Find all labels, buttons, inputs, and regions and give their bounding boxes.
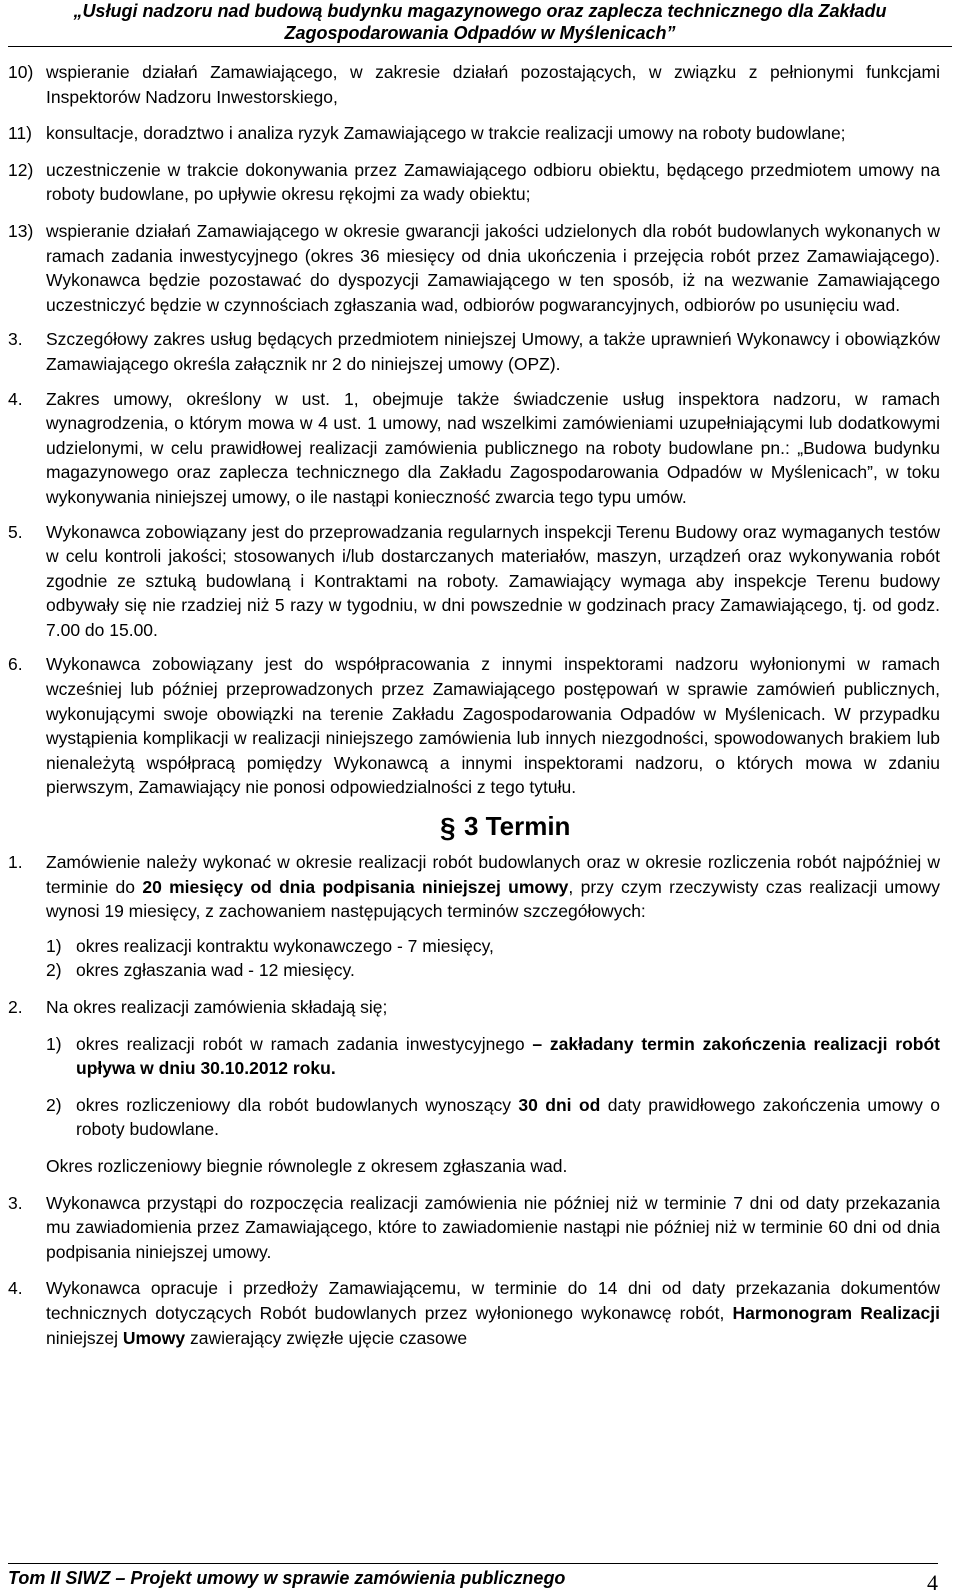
list-item-number: 10)	[8, 62, 34, 82]
header-divider	[8, 46, 952, 47]
numbered-paragraph	[0, 520, 960, 643]
paragraph-text: Wykonawca opracuje i przedłoży Zamawiającemu, w terminie do 14 dni od daty przekazania dokumentów technicznych dotyczących Robót budowlanych przez wyłonionego wykonawcę robót,	[46, 1278, 940, 1323]
paragraph-emphasis: 20 miesięcy od dnia podpisania niniejszej umowy	[142, 876, 569, 897]
page-number: 4	[927, 1570, 938, 1595]
list-item-text: wspieranie działań Zamawiającego w okresie gwarancji jakości udzielonych dla robót budowlanych wykonanych w ramach zadania inwestycyjnego (okres 36 miesięcy od dnia ukończenia i przejęcia robót przez Zamawiającego). Wykonawca będzie pozostawać do dyspozycji Zamawiającego w ten sposób, iż na wezwanie Zamawiającego uczestniczyć będzie w czynnościach zgłaszania wad, odbiorów pogwarancyjnych, odbiorów po usunięciu wad.	[46, 220, 940, 315]
document-footer	[8, 1563, 938, 1594]
list-item-text: okres zgłaszania wad - 12 miesięcy.	[76, 960, 355, 981]
list-item-text: uczestniczenie w trakcie dokonywania przez Zamawiającego odbioru obiektu, będącego przedmiotem umowy na roboty budowlane, po upływie okresu rękojmi za wady obiektu;	[46, 159, 940, 205]
list-item-text: wspieranie działań Zamawiającego, w zakresie działań pozostających, w związku z pełnionymi funkcjami Inspektorów Nadzoru Inwestorskiego,	[46, 62, 940, 107]
list-item	[0, 934, 960, 959]
document-body	[0, 60, 960, 1350]
list-item	[0, 1093, 960, 1142]
paragraph-number: 6.	[8, 654, 23, 675]
numbered-paragraph	[0, 995, 960, 1020]
paragraph-number: 4.	[8, 388, 23, 409]
paragraph-number: 3.	[8, 329, 23, 350]
list-item	[0, 121, 960, 146]
numbered-paragraph	[0, 1276, 960, 1350]
list-item-text: daty prawidłowego zakończenia umowy o roboty budowlane.	[76, 1094, 941, 1140]
list-item	[0, 958, 960, 983]
paragraph-text: Na okres realizacji zamówienia składają się;	[46, 997, 388, 1017]
list-item-emphasis: – zakładany termin zakończenia realizacji robót upływa w dniu 30.10.2012 roku.	[76, 1033, 940, 1079]
numbered-paragraph	[0, 387, 960, 510]
footer-title: Tom II SIWZ – Projekt umowy w sprawie zamówienia publicznego	[8, 1568, 566, 1588]
numbered-paragraph	[0, 652, 960, 800]
list-item-text: okres rozliczeniowy dla robót budowlanych wynoszący	[76, 1094, 519, 1115]
list-item-number: 1)	[46, 935, 62, 956]
paragraph-number: 1.	[8, 852, 23, 873]
paragraph-number: 3.	[8, 1192, 23, 1213]
section-sign-icon	[440, 812, 456, 842]
list-item	[0, 1032, 960, 1081]
numbered-paragraph	[0, 1191, 960, 1265]
list-item-text: okres realizacji kontraktu wykonawczego - 7 miesięcy,	[76, 935, 494, 956]
list-item-number: 1)	[46, 1033, 62, 1054]
numbered-paragraph	[0, 850, 960, 924]
paragraph-text: Wykonawca przystąpi do rozpoczęcia realizacji zamówienia nie później niż w terminie 7 dni od daty przekazania mu zawiadomienia przez Zamawiającego, które to zawiadomienie nastąpi nie później niż w terminie 60 dni od dnia podpisania niniejszej umowy.	[46, 1192, 940, 1262]
header-line-1: „Usługi nadzoru nad budową budynku magazynowego oraz zaplecza technicznego dla Zakładu	[73, 1, 887, 21]
paragraph-emphasis: Harmonogram Realizacji	[732, 1302, 940, 1323]
paragraph-number: 4.	[8, 1278, 23, 1299]
paragraph-text: Szczegółowy zakres usług będących przedmiotem niniejszej Umowy, a także uprawnień Wykonawcy i obowiązków Zamawiającego określa załącznik nr 2 do niniejszej umowy (OPZ).	[46, 329, 940, 374]
paragraph-text: Wykonawca zobowiązany jest do przeprowadzania regularnych inspekcji Terenu Budowy oraz wymaganych testów w celu kontroli jakości; stosowanych i/lub dostarczanych materiałów, maszyn, urządzeń oraz wykonywania robót zgodnie ze sztuką budowlaną i Kontraktami na roboty. Zamawiający wymaga aby inspekcje Terenu budowy odbywały się nie rzadziej niż 5 razy w tygodniu, w dni powszednie w godzinach pracy Zamawiającego, tj. od godz. 7.00 do 15.00.	[46, 521, 940, 640]
paragraph-text: Wykonawca zobowiązany jest do współpracowania z innymi inspektorami nadzoru wyłonionymi w ramach wcześniej lub później przeprowadzonych przez Zamawiającego postępowań w sprawie zamówień publicznych, wykonującymi swoje obowiązki na terenie Zakładu Zagospodarowania Odpadów w Myślenicach. W przypadku wystąpienia komplikacji w realizacji niniejszego zamówienia lub innych niezgodności, spowodowanych brakiem lub nienależytą współpracą pomiędzy Wykonawcą a innymi inspektorami nadzoru, o których mowa w zdaniu pierwszym, Zamawiający nie ponosi odpowiedzialności z tego tytułu.	[46, 654, 940, 798]
paragraph-text: , przy czym rzeczywisty czas realizacji umowy wynosi 19 miesięcy, z zachowaniem następujących terminów szczegółowych:	[46, 876, 940, 922]
document-header	[40, 0, 920, 44]
paragraph-text: niniejszej	[46, 1327, 123, 1348]
paragraph-number: 2.	[8, 997, 23, 1017]
section-heading	[0, 806, 960, 850]
list-item-text: okres realizacji robót w ramach zadania inwestycyjnego	[76, 1033, 533, 1054]
list-item	[0, 60, 960, 109]
note-paragraph: Okres rozliczeniowy biegnie równolegle z okresem zgłaszania wad.	[46, 1155, 568, 1176]
section-symbol: §	[440, 812, 456, 843]
paragraph-text: zawierający zwięzłe ujęcie czasowe	[185, 1327, 468, 1348]
paragraph-number: 5.	[8, 521, 23, 542]
numbered-paragraph	[0, 327, 960, 376]
paragraph-text: Zamówienie należy wykonać w okresie realizacji robót budowlanych oraz w okresie rozliczenia robót najpóźniej w terminie do	[46, 852, 940, 897]
list-item-number: 2)	[46, 960, 62, 981]
list-item	[0, 158, 960, 207]
paragraph-text: Zakres umowy, określony w ust. 1, obejmuje także świadczenie usług inspektora nadzoru, w ramach wynagrodzenia, o którym mowa w 4 ust. 1 umowy, nad wszelkimi zamówieniami uzupełniającymi lub dodatkowymi udzielonymi, w celu prawidłowej realizacji zamówienia publicznego na roboty budowlane pn.: „Budowa budynku magazynowego oraz zaplecza technicznego dla Zakładu Zagospodarowania Odpadów w Myślenicach”, w toku wykonywania niniejszej umowy, o ile nastąpi konieczność zwarcia tego typu umów.	[46, 388, 940, 507]
list-item-number: 12)	[8, 159, 34, 180]
paragraph-emphasis: Umowy	[122, 1327, 186, 1348]
list-item-number: 2)	[46, 1094, 62, 1115]
list-item-number: 11)	[8, 123, 32, 144]
list-item-text: konsultacje, doradztwo i analiza ryzyk Zamawiającego w trakcie realizacji umowy na roboty budowlane;	[46, 123, 846, 144]
list-item-emphasis: 30 dni od	[518, 1094, 601, 1115]
list-item	[0, 219, 960, 317]
list-item-number: 13)	[8, 220, 34, 241]
section-title: 3 Termin	[464, 811, 571, 842]
header-line-2: Zagospodarowania Odpadów w Myślenicach”	[284, 23, 676, 43]
